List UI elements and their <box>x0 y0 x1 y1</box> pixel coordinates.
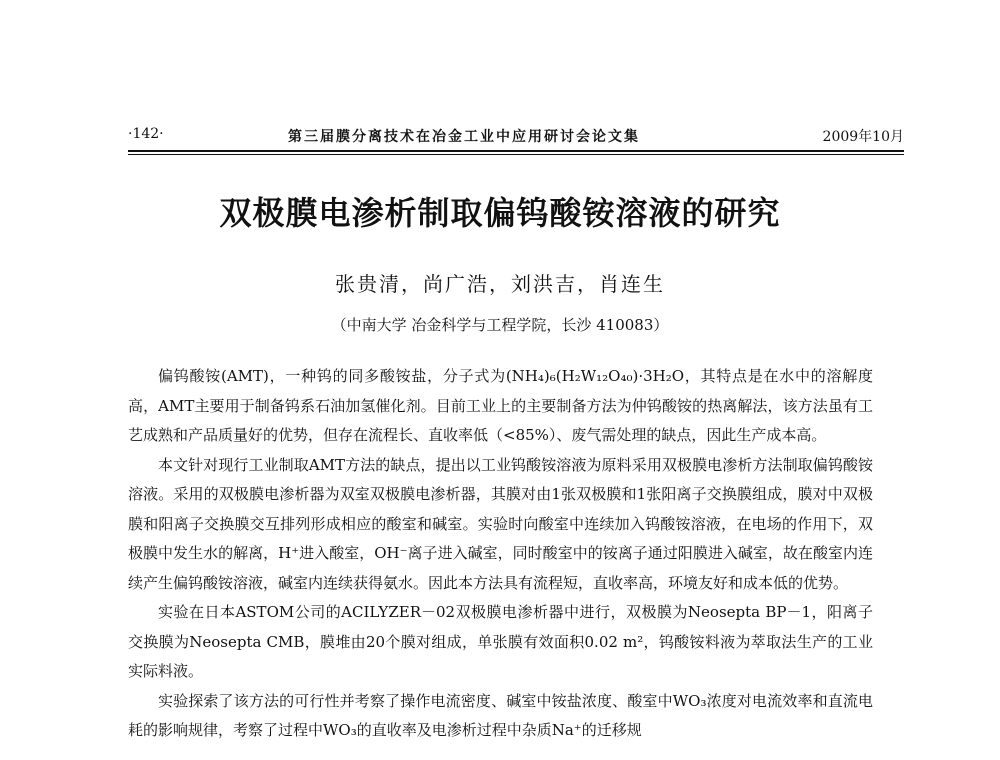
paragraph-4: 实验探索了该方法的可行性并考察了操作电流密度、碱室中铵盐浓度、酸室中WO₃浓度对电流效率和直流电耗的影响规律，考察了过程中WO₃的直收率及电渗析过程中杂质Na⁺的迁移规 <box>128 691 873 739</box>
paper-authors: 张贵清，尚广浩，刘洪吉，肖连生 <box>335 272 665 296</box>
paragraph-1: 偏钨酸铵(AMT)，一种钨的同多酸铵盐，分子式为(NH₄)₆(H₂W₁₂O₄₀)·3H₂O，其特点是在水中的溶解度高，AMT主要用于制备钨系石油加氢催化剂。目前工业上的主要制备方法为仲钨酸铵的热离解法，该方法虽有工艺成熟和产品质量好的优势，但存在流程长、直收率低（<85%）、废气需处理的缺点，因此生产成本高。 <box>128 367 873 444</box>
paragraph-3: 实验在日本ASTOM公司的ACILYZER－02双极膜电渗析器中进行，双极膜为Neosepta BP－1，阳离子交换膜为Neosepta CMB，膜堆由20个膜对组成，单张膜有效面积0.02 m²，钨酸铵料液为萃取法生产的工业实际料液。 <box>128 603 873 680</box>
running-header <box>128 126 904 148</box>
author-affiliation: （中南大学 冶金科学与工程学院，长沙 410083） <box>331 316 669 334</box>
header-rule-thin <box>128 154 904 155</box>
header-rule-thick <box>128 150 904 152</box>
proceedings-title: 第三届膜分离技术在冶金工业中应用研讨会论文集 <box>288 129 640 145</box>
body-text <box>128 362 873 746</box>
publication-date: 2009年10月 <box>822 129 904 145</box>
paragraph-2: 本文针对现行工业制取AMT方法的缺点，提出以工业钨酸铵溶液为原料采用双极膜电渗析方法制取偏钨酸铵溶液。采用的双极膜电渗析器为双室双极膜电渗析器，其膜对由1张双极膜和1张阳离子交换膜组成，膜对中双极膜和阳离子交换膜交互排列形成相应的酸室和碱室。实验时向酸室中连续加入钨酸铵溶液，在电场的作用下，双极膜中发生水的解离，H⁺进入酸室，OH⁻离子进入碱室，同时酸室中的铵离子通过阳膜进入碱室，故在酸室内连续产生偏钨酸铵溶液，碱室内连续获得氨水。因此本方法具有流程短，直收率高，环境友好和成本低的优势。 <box>128 455 873 592</box>
paper-title: 双极膜电渗析制取偏钨酸铵溶液的研究 <box>219 194 781 232</box>
page-number: ·142· <box>128 126 164 142</box>
